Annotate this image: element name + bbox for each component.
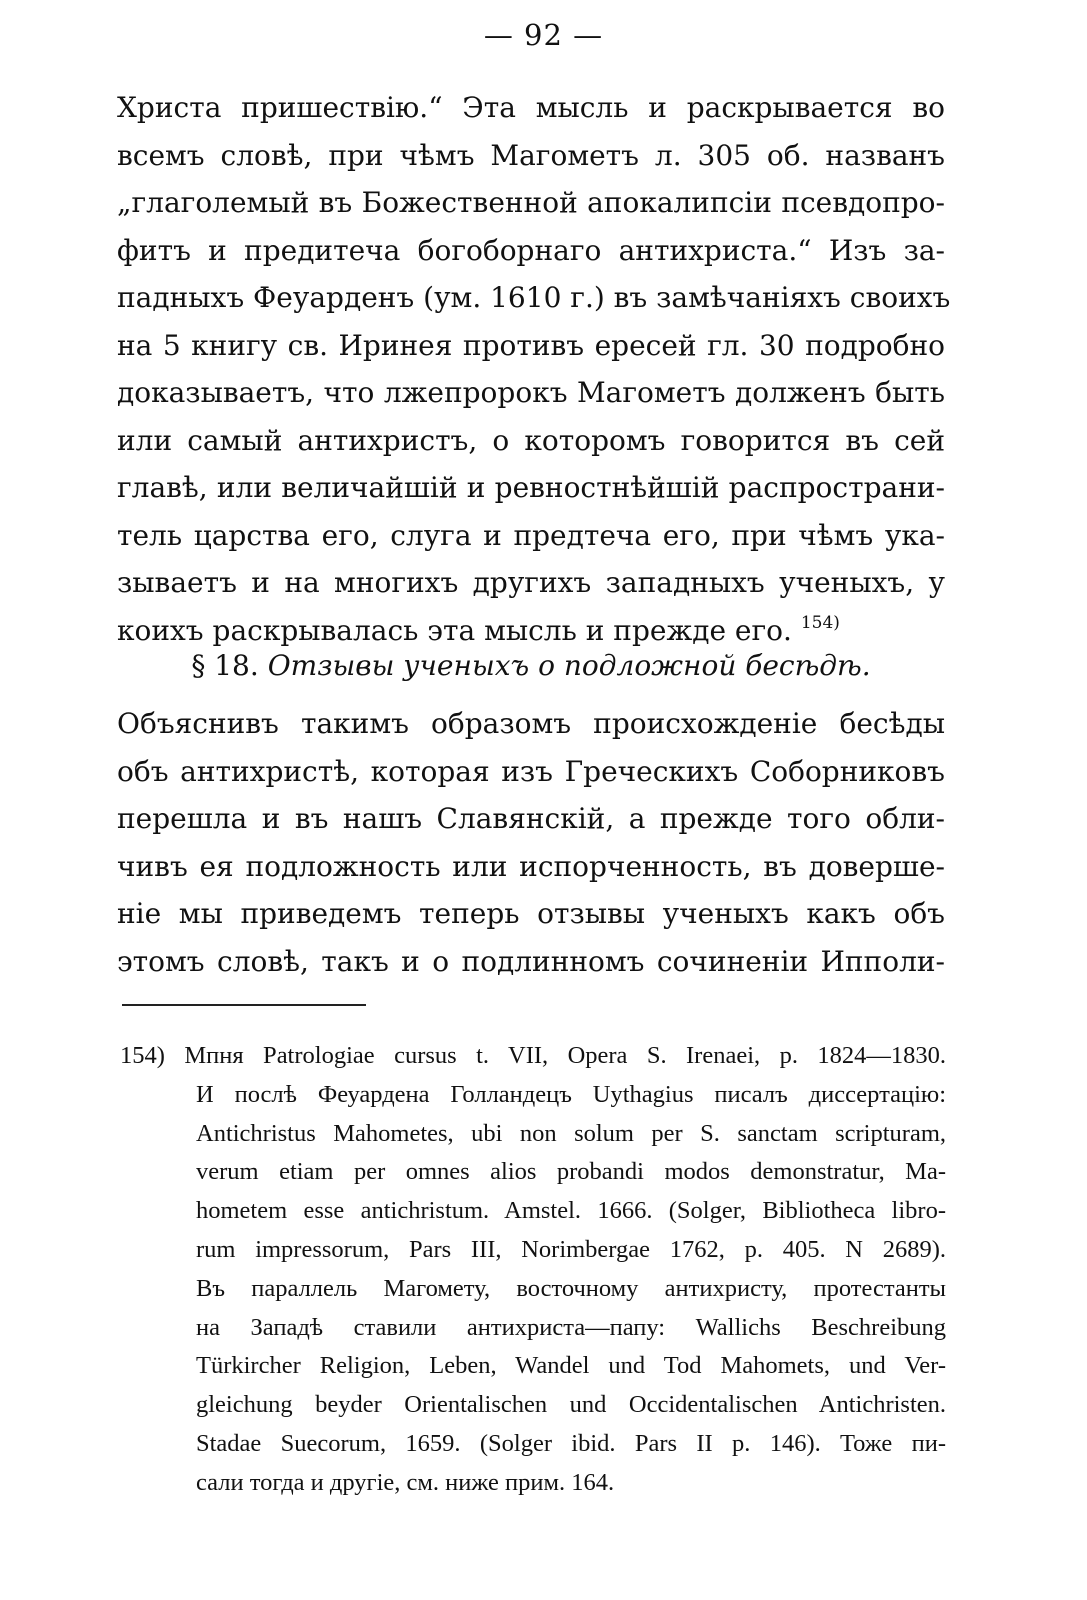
- footnote-154: [120, 1037, 946, 1503]
- page-number: — 92 —: [483, 18, 604, 52]
- text-line: падныхъ Феуарденъ (ум. 1610 г.) въ замѣчаніяхъ своихъ: [117, 281, 951, 314]
- footnote-line: на Западѣ ставили антихриста—папу: Wallichs Beschreibung: [196, 1313, 946, 1341]
- text-line: объ антихристѣ, которая изъ Греческихъ Соборниковъ: [117, 754, 945, 788]
- text-line: главѣ, или величайшій и ревностнѣйшій распространи-: [117, 471, 945, 504]
- text-line: перешла и въ нашъ Славянскій, а прежде того обли-: [117, 802, 945, 835]
- text-line: зываетъ и на многихъ другихъ западныхъ ученыхъ, у: [117, 566, 945, 599]
- text-line: или самый антихристъ, о которомъ говорится въ сей: [117, 423, 945, 457]
- footnote-text: Мпня Patrologiae cursus t. VII, Opera S. Irenaei, p. 1824—1830.: [184, 1042, 947, 1069]
- text-line: фитъ и предитеча богоборнаго антихриста.“ Изъ за-: [117, 233, 945, 267]
- text-line: на 5 книгу св. Иринея противъ ересей гл. 30 подробно: [117, 328, 945, 362]
- text-line: доказываетъ, что лжепророкъ Магометъ долженъ быть: [117, 376, 945, 409]
- text-line: этомъ словѣ, такъ и о подлинномъ сочиненіи Ипполи-: [117, 944, 945, 978]
- section-number: § 18.: [191, 649, 259, 682]
- footnote-line: hometem esse antichristum. Amstel. 1666. (Solger, Bibliotheca libro-: [196, 1197, 946, 1225]
- text-line: ніе мы приведемъ теперь отзывы ученыхъ какъ объ: [117, 897, 945, 930]
- text-line: всемъ словѣ, при чѣмъ Магометъ л. 305 об. названъ: [117, 138, 945, 172]
- text-line-content: коихъ раскрывалась эта мысль и прежде его.: [117, 613, 792, 647]
- footnote-line: verum etiam per omnes alios probandi modos demonstratur, Ma-: [196, 1158, 946, 1186]
- footnote-line: gleichung beyder Orientalischen und Occidentalischen Antichristen.: [196, 1391, 946, 1419]
- footnote-line: Antichristus Mahometes, ubi non solum per S. sanctam scripturam,: [196, 1119, 946, 1147]
- text-line: „глаголемый въ Божественной апокалипсіи псевдопро-: [117, 186, 945, 219]
- footnote-line: И послѣ Феуардена Голландецъ Uythagius писалъ диссертацію:: [196, 1080, 946, 1108]
- section-heading: [117, 642, 945, 690]
- text-line: тель царства его, слуга и предтеча его, при чѣмъ ука-: [117, 518, 945, 552]
- text-line: Объяснивъ такимъ образомъ происхожденіе бесѣды: [117, 707, 945, 740]
- footnote-line: Türkircher Religion, Leben, Wandel und Tod Mahomets, und Ver-: [196, 1352, 946, 1380]
- text-line: Христа пришествію.“ Эта мысль и раскрывается во: [117, 91, 945, 124]
- footnote-reference[interactable]: 154): [800, 612, 840, 633]
- body-paragraph-2: [117, 700, 945, 985]
- footnote-line: Въ параллель Магомету, восточному антихристу, протестанты: [196, 1274, 946, 1302]
- section-title: Отзывы ученыхъ о подложной бесѣдѣ.: [267, 649, 871, 682]
- footnote-label: 154): [120, 1042, 165, 1069]
- footnote-line: rum impressorum, Pars III, Norimbergae 1762, p. 405. N 2689).: [196, 1235, 946, 1263]
- footnote-divider: [122, 1004, 366, 1006]
- footnote-line: [120, 1037, 946, 1076]
- footnote-line: Stadae Suecorum, 1659. (Solger ibid. Pars II p. 146). Тоже пи-: [196, 1429, 946, 1457]
- text-line: чивъ ея подложность или испорченность, въ доверше-: [117, 849, 945, 883]
- body-paragraph-1: [117, 84, 951, 654]
- footnote-line-last: сали тогда и другіе, см. ниже прим. 164.: [196, 1468, 615, 1496]
